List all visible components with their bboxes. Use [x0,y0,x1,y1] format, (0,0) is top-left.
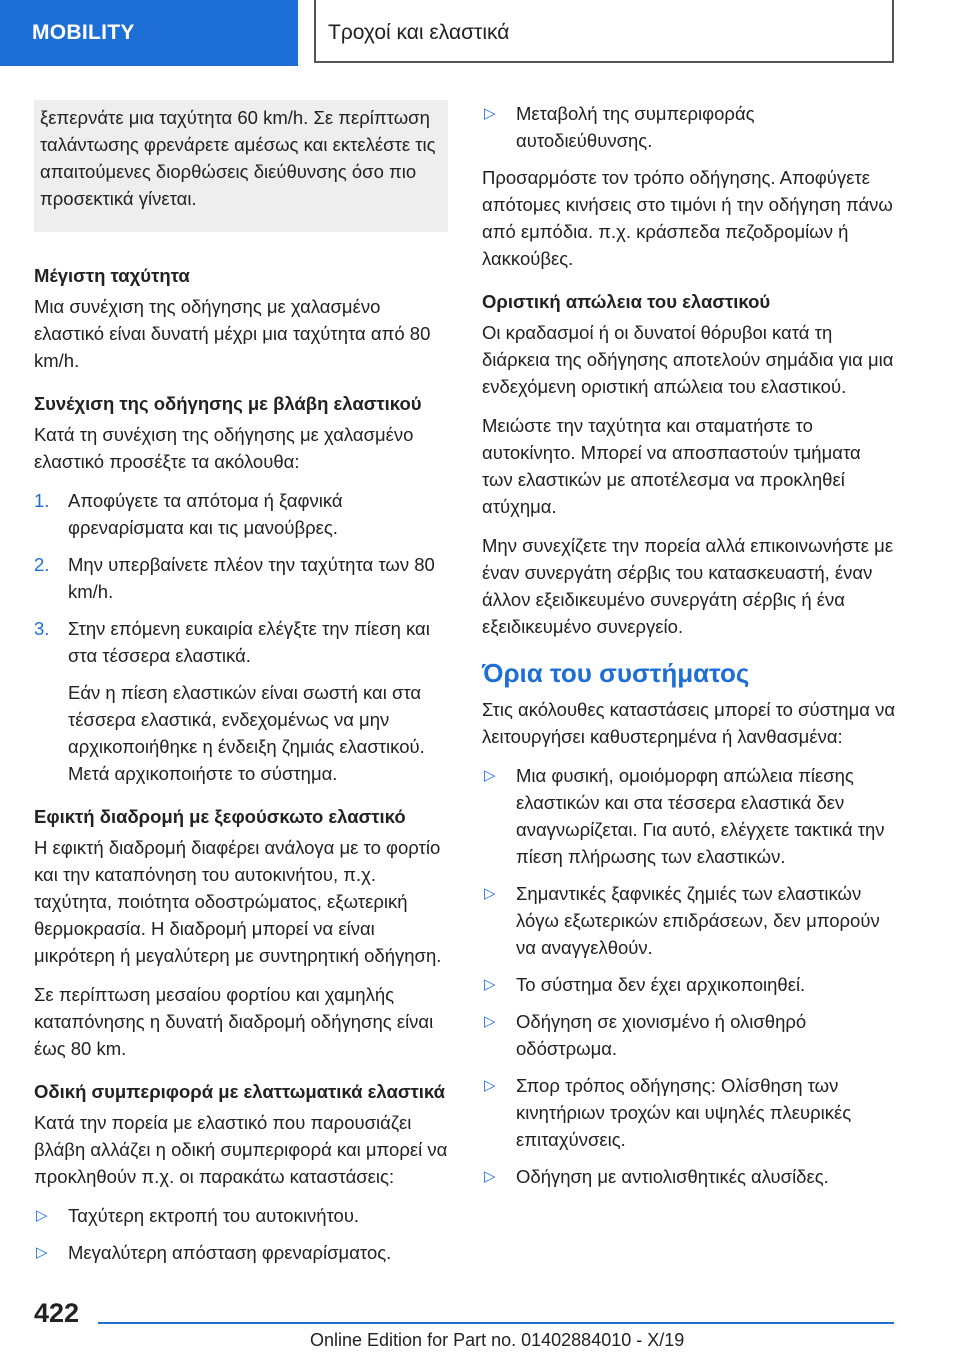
footer-divider [98,1322,894,1324]
range-text-1: Η εφικτή διαδρομή διαφέρει ανάλογα με το φορτίο και την καταπόνηση του αυτοκινήτου, π.χ. ταχύτητα, ποιότητα οδοστρώματος, εξωτερική θερμοκρασία. Η διαδρομή μπορεί να είναι μικρότερη ή μεγαλύτερη με συντηρητική οδήγηση. [34,837,442,966]
list-item [34,1202,448,1229]
bullet-text: Σημαντικές ξαφνικές ζημιές των ελαστικών λόγω εξωτερικών επιδράσεων, δεν μπορούν να αναγγελθούν. [516,883,880,958]
triangle-bullet-icon: ▷ [484,1077,496,1094]
final-loss-text-3: Μην συνεχίζετε την πορεία αλλά επικοινωνήστε με έναν συνεργάτη σέρβις του κατασκευαστή, έναν άλλον εξειδικευμένο συνεργάτη σέρβις ή ένα εξειδικευμένο συνεργείο. [482,535,894,637]
triangle-bullet-icon: ▷ [36,1207,48,1224]
final-loss-section [482,288,896,640]
list-item [482,762,896,870]
triangle-bullet-icon: ▷ [484,976,496,993]
max-speed-heading: Μέγιστη ταχύτητα [34,265,190,286]
triangle-bullet-icon: ▷ [484,885,496,902]
bullet-text: Ταχύτερη εκτροπή του αυτοκινήτου. [68,1205,360,1226]
list-item [482,100,896,154]
behavior-advice: Προσαρμόστε τον τρόπο οδήγησης. Αποφύγετε απότομες κινήσεις στο τιμόνι ή την οδήγηση πάνω από εμπόδια. π.χ. κράσπεδα πεζοδρομίων ή λακκούβες. [482,167,893,269]
triangle-bullet-icon: ▷ [36,1244,48,1261]
limits-heading: Όρια του συστήματος [482,658,750,688]
range-heading: Εφικτή διαδρομή με ξεφούσκωτο ελαστικό [34,806,406,827]
final-loss-text-2: Μειώστε την ταχύτητα και σταματήστε το αυτοκίνητο. Μπορεί να αποσπαστούν τμήματα των ελαστικών με αποτέλεσμα να προκληθεί ατύχημα. [482,415,861,517]
continue-heading: Συνέχιση της οδήγησης με βλάβη ελαστικού [34,393,422,414]
triangle-bullet-icon: ▷ [484,105,496,122]
limits-intro: Στις ακόλουθες καταστάσεις μπορεί το σύστημα να λειτουργήσει καθυστερημένα ή λανθασμένα: [482,699,896,747]
limits-section [482,656,896,1190]
right-column [482,100,896,1206]
triangle-bullet-icon: ▷ [484,1013,496,1030]
list-item [482,880,896,961]
behavior-intro: Κατά την πορεία με ελαστικό που παρουσιάζει βλάβη αλλάζει η οδική συμπεριφορά και μπορεί να προκληθούν π.χ. οι παρακάτω καταστάσεις: [34,1112,448,1187]
final-loss-heading: Οριστική απώλεια του ελαστικού [482,291,771,312]
bullet-text: Οδήγηση σε χιονισμένο ή ολισθηρό οδόστρωμα. [516,1011,807,1059]
list-item [34,1239,448,1266]
bullet-text: Σπορ τρόπος οδήγησης: Ολίσθηση των κινητήριων τροχών και υψηλές πλευρικές επιταχύνσεις. [516,1075,852,1150]
list-item [482,1008,896,1062]
range-section [34,803,448,1062]
page-header [0,0,960,66]
behavior-continued [482,100,896,272]
step-text: Στην επόμενη ευκαιρία ελέγξτε την πίεση και στα τέσσερα ελαστικά. [68,618,430,666]
left-column [34,100,448,1282]
continue-intro: Κατά τη συνέχιση της οδήγησης με χαλασμένο ελαστικό προσέξτε τα ακόλουθα: [34,424,414,472]
max-speed-section [34,262,448,374]
behavior-heading: Οδική συμπεριφορά με ελαττωματικά ελαστικά [34,1081,445,1102]
note-box [34,100,448,232]
list-item [34,551,448,605]
chapter-title: Τροχοί και ελαστικά [314,0,894,63]
bullet-text: Μεγαλύτερη απόσταση φρεναρίσματος. [68,1242,392,1263]
page-number: 422 [34,1298,80,1328]
step-number: 3. [34,618,50,639]
step-text: Μην υπερβαίνετε πλέον την ταχύτητα των 80 km/h. [68,554,435,602]
behavior-section [34,1078,448,1266]
final-loss-text-1: Οι κραδασμοί ή οι δυνατοί θόρυβοι κατά τη διάρκεια της οδήγησης αποτελούν σημάδια για μια ενδεχόμενη οριστική απώλεια του ελαστικού. [482,322,894,397]
triangle-bullet-icon: ▷ [484,767,496,784]
max-speed-text: Μια συνέχιση της οδήγησης με χαλασμένο ελαστικό είναι δυνατή μέχρι μια ταχύτητα από 80 km/h. [34,296,431,371]
edition-text: Online Edition for Part no. 01402884010 - X/19 [310,1330,685,1350]
step-3-extra: Εάν η πίεση ελαστικών είναι σωστή και στα τέσσερα ελαστικά, ενδεχομένως να μην αρχικοποιήθηκε η ένδειξη ζημιάς ελαστικού. Μετά αρχικοποιήστε το σύστημα. [68,682,425,784]
note-text: ξεπερνάτε μια ταχύτητα 60 km/h. Σε περίπτωση ταλάντωσης φρενάρετε αμέσως και εκτελέστε τις απαιτούμενες διορθώσεις διεύθυνσης όσο πιο προσεκτικά γίνεται. [40,107,436,209]
list-item [34,487,448,541]
bullet-text: Μεταβολή της συμπεριφοράς αυτοδιεύθυνσης. [516,103,755,151]
list-item [482,1163,896,1190]
bullet-text: Οδήγηση με αντιολισθητικές αλυσίδες. [516,1166,829,1187]
step-text: Αποφύγετε τα απότομα ή ξαφνικά φρεναρίσματα και τις μανούβρες. [68,490,343,538]
list-item [482,971,896,998]
section-tab: MOBILITY [0,0,298,66]
bullet-text: Το σύστημα δεν έχει αρχικοποιηθεί. [516,974,806,995]
list-item [34,615,448,669]
continue-section [34,390,448,787]
range-text-2: Σε περίπτωση μεσαίου φορτίου και χαμηλής καταπόνησης η δυνατή διαδρομή οδήγησης είναι έως 80 km. [34,984,434,1059]
step-number: 1. [34,490,50,511]
bullet-text: Μια φυσική, ομοιόμορφη απώλεια πίεσης ελαστικών και στα τέσσερα ελαστικά δεν αναγνωρίζεται. Για αυτό, ελέγχετε τακτικά την πίεση πλήρωσης των ελαστικών. [516,765,885,867]
step-number: 2. [34,554,50,575]
triangle-bullet-icon: ▷ [484,1168,496,1185]
list-item [482,1072,896,1153]
